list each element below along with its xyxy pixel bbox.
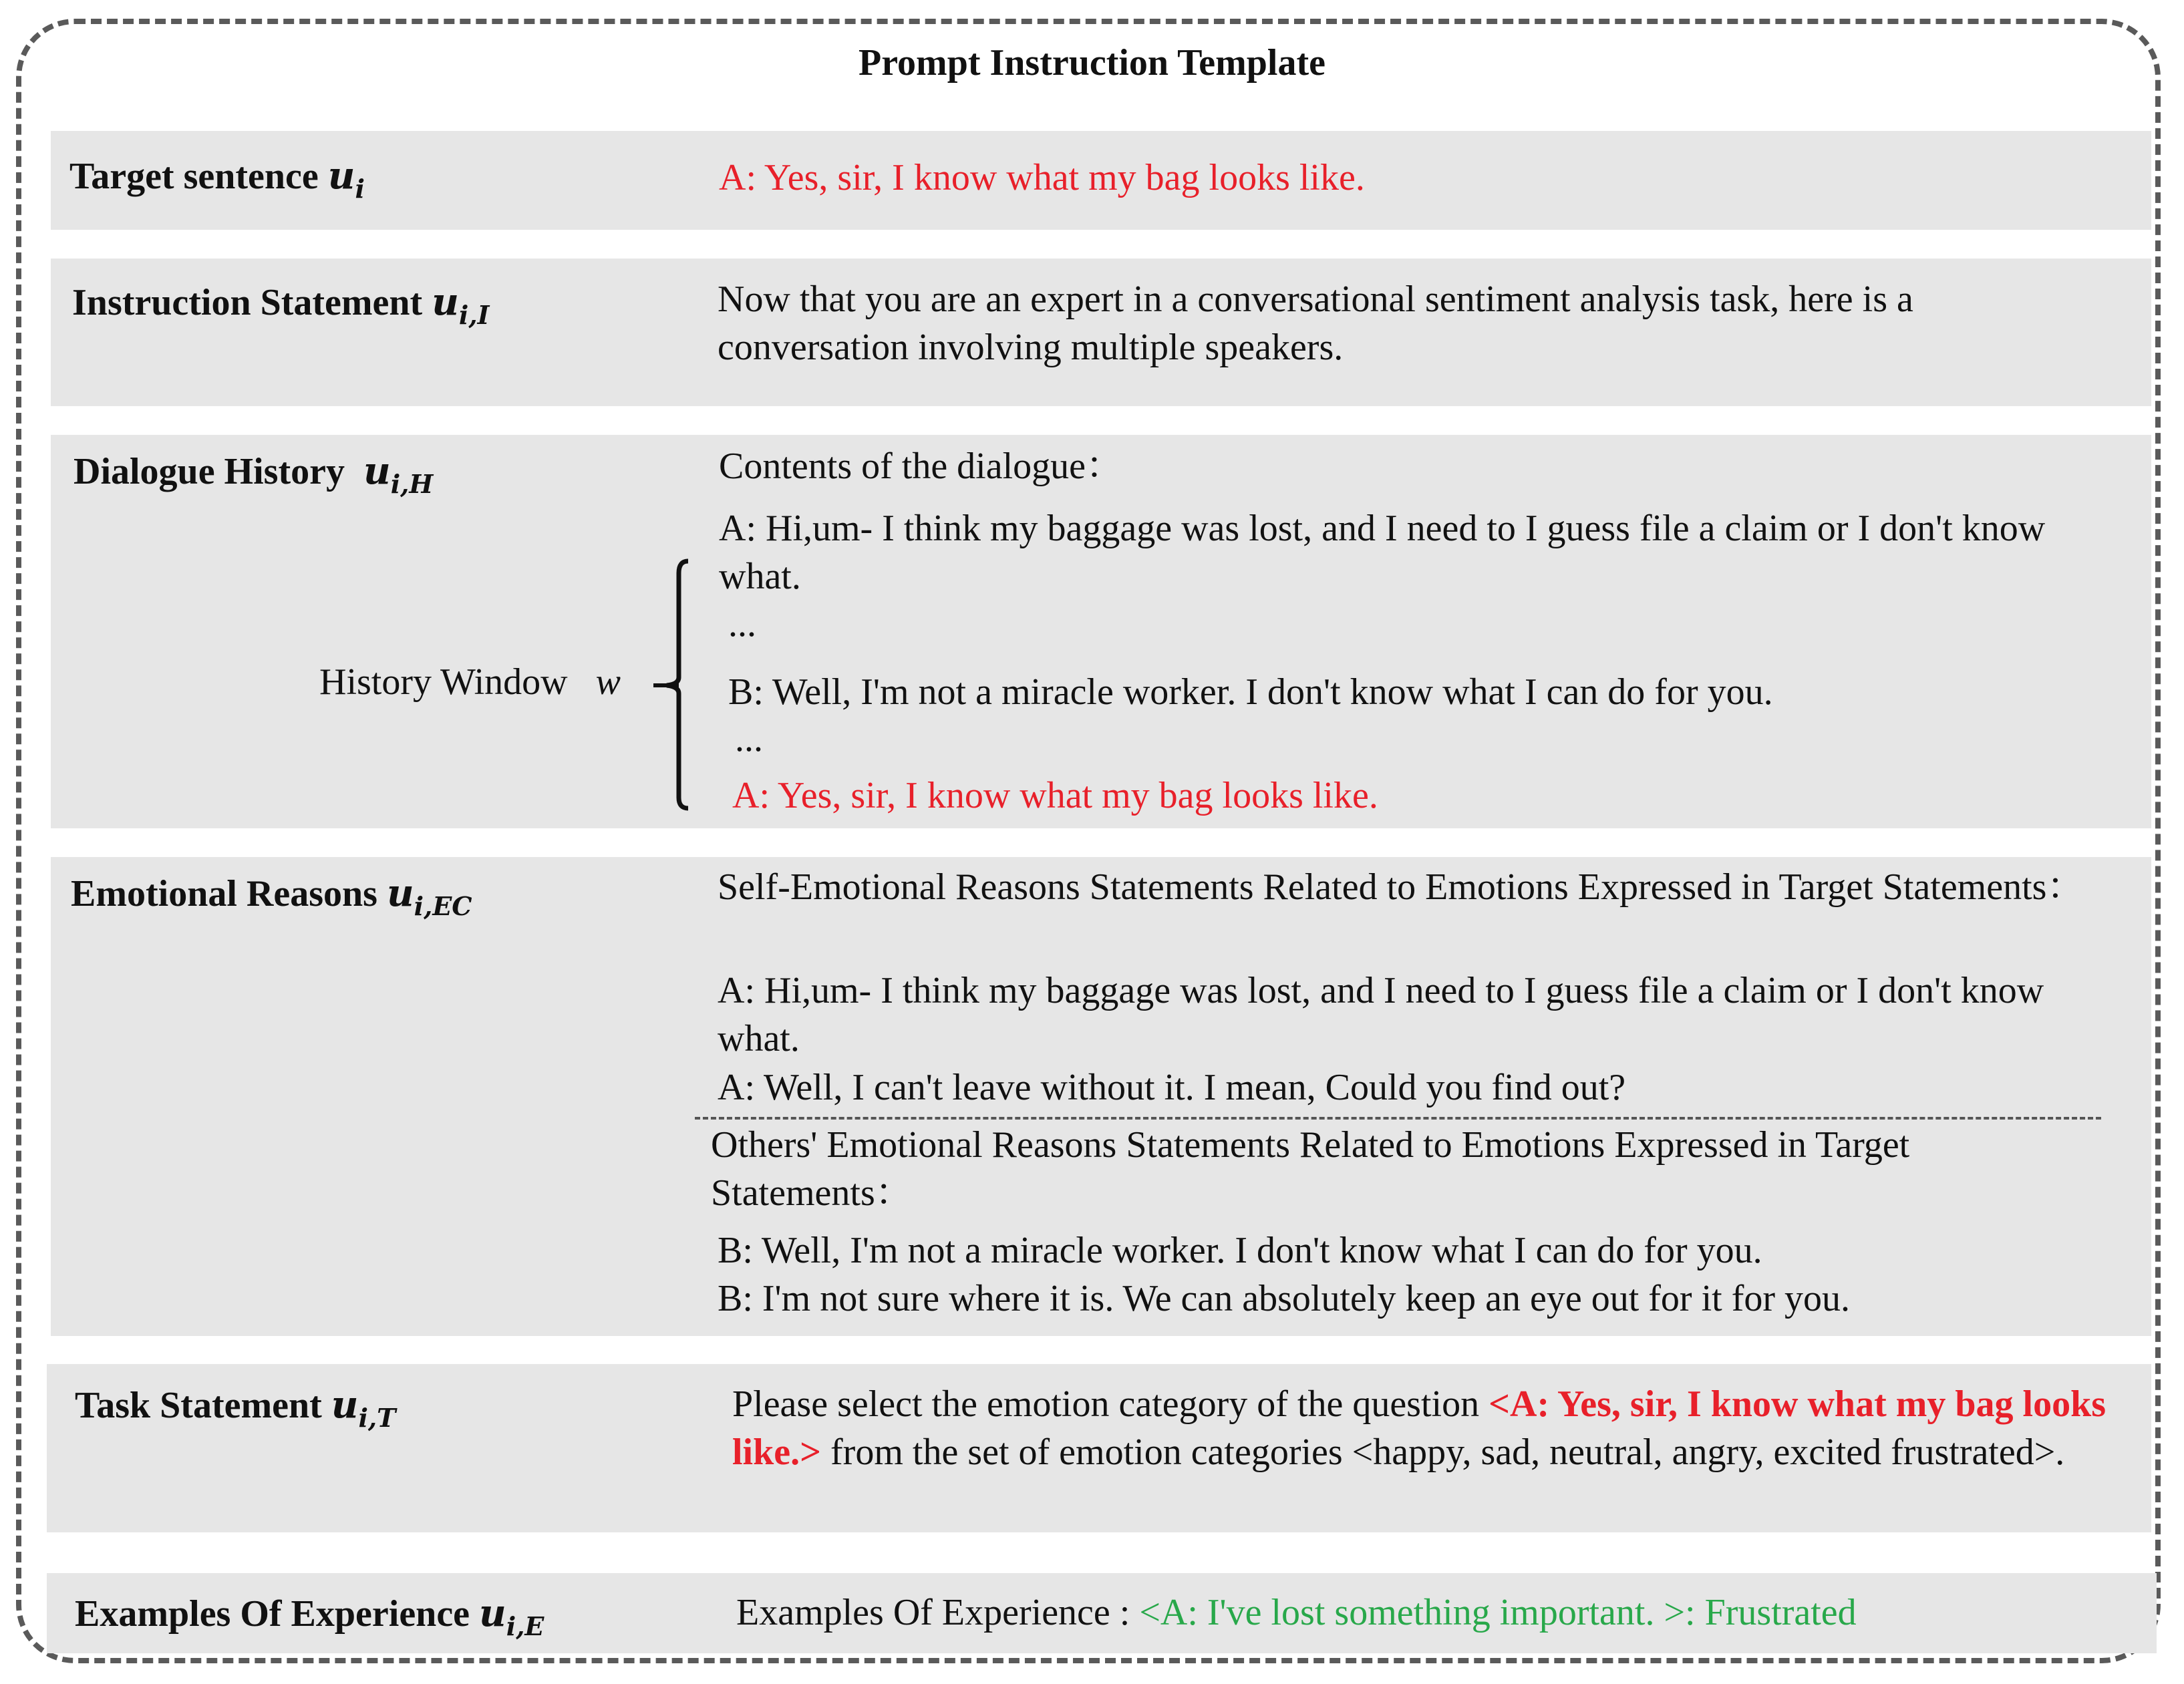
emotional-reasons-label <box>71 870 472 921</box>
symbol-subscript: i,H <box>390 469 434 499</box>
task-text-before: Please select the emotion category of the question <box>732 1383 1489 1425</box>
examples-example: <A: I've lost something important. >: Frustrated <box>1139 1592 1857 1633</box>
symbol-subscript: i,T <box>358 1403 396 1433</box>
symbol-base: u <box>479 1591 506 1635</box>
self-reasons-line-2: A: Well, I can't leave without it. I mean, Could you find out? <box>718 1067 1626 1108</box>
symbol-base: u <box>331 1383 359 1427</box>
others-reasons-line-1: B: Well, I'm not a miracle worker. I don't know what I can do for you. <box>718 1230 1762 1271</box>
dialogue-ellipsis-1: ... <box>728 603 756 645</box>
reasons-separator <box>695 1117 2101 1120</box>
emotional-reasons-label-text: Emotional Reasons <box>71 873 377 914</box>
task-statement-label-text: Task Statement <box>75 1385 322 1426</box>
template-title: Prompt Instruction Template <box>859 42 1325 83</box>
dialogue-ellipsis-2: ... <box>735 718 763 760</box>
dialogue-history-symbol <box>363 449 434 499</box>
dialogue-header: Contents of the dialogue： <box>719 446 1124 487</box>
history-window-label-text: History Window <box>319 661 568 703</box>
symbol-subscript: i <box>355 174 365 204</box>
symbol-base: u <box>386 871 414 915</box>
instruction-statement-label-text: Instruction Statement <box>72 282 423 323</box>
emotional-reasons-symbol <box>386 871 472 921</box>
dialogue-line-3: A: Yes, sir, I know what my bag looks like. <box>732 775 1378 816</box>
task-text-after: from the set of emotion categories <happy, sad, neutral, angry, excited frustrated>. <box>821 1432 2065 1473</box>
examples-prefix: Examples Of Experience : <box>736 1592 1140 1633</box>
history-window-brace-icon <box>641 554 722 815</box>
instruction-statement-label <box>72 279 490 330</box>
target-sentence-label-text: Target sentence <box>69 156 319 197</box>
task-statement-symbol <box>331 1383 396 1433</box>
others-reasons-header: Others' Emotional Reasons Statements Related to Emotions Expressed in Target Statements： <box>711 1124 1910 1214</box>
dialogue-line-2: B: Well, I'm not a miracle worker. I don't know what I can do for you. <box>728 671 1773 713</box>
instruction-statement-symbol <box>432 280 490 330</box>
symbol-base: u <box>327 154 355 198</box>
examples-label <box>75 1590 544 1641</box>
self-reasons-header: Self-Emotional Reasons Statements Related to Emotions Expressed in Target Statements： <box>718 866 2084 908</box>
dialogue-history-label-text: Dialogue History <box>73 451 345 492</box>
task-statement-text <box>732 1380 2139 1476</box>
task-statement-label <box>75 1381 396 1433</box>
symbol-subscript: i,EC <box>414 891 472 921</box>
history-window-label <box>319 658 621 706</box>
symbol-subscript: i,I <box>458 300 490 330</box>
target-sentence-label <box>69 152 365 204</box>
history-window-symbol: w <box>595 661 621 703</box>
examples-symbol <box>479 1591 544 1641</box>
symbol-base: u <box>363 449 391 493</box>
symbol-subscript: i,E <box>506 1611 544 1641</box>
self-reasons-line-1: A: Hi,um- I think my baggage was lost, and I need to I guess file a claim or I don't know what. <box>718 970 2044 1059</box>
target-sentence-symbol <box>327 154 365 204</box>
target-sentence-text: A: Yes, sir, I know what my bag looks like. <box>719 157 1365 198</box>
symbol-base: u <box>432 280 459 324</box>
dialogue-line-1: A: Hi,um- I think my baggage was lost, and I need to I guess file a claim or I don't know what. <box>719 508 2046 597</box>
examples-label-text: Examples Of Experience <box>75 1593 470 1635</box>
task-text-highlight: <A: Yes, sir, I know what my bag looks like.> <box>732 1383 2107 1473</box>
others-reasons-line-2: B: I'm not sure where it is. We can absolutely keep an eye out for it for you. <box>718 1278 1850 1319</box>
dialogue-history-label <box>73 448 434 499</box>
examples-text <box>736 1588 1857 1637</box>
instruction-statement-text: Now that you are an expert in a conversational sentiment analysis task, here is a conversation involving multiple speakers. <box>718 279 1913 368</box>
